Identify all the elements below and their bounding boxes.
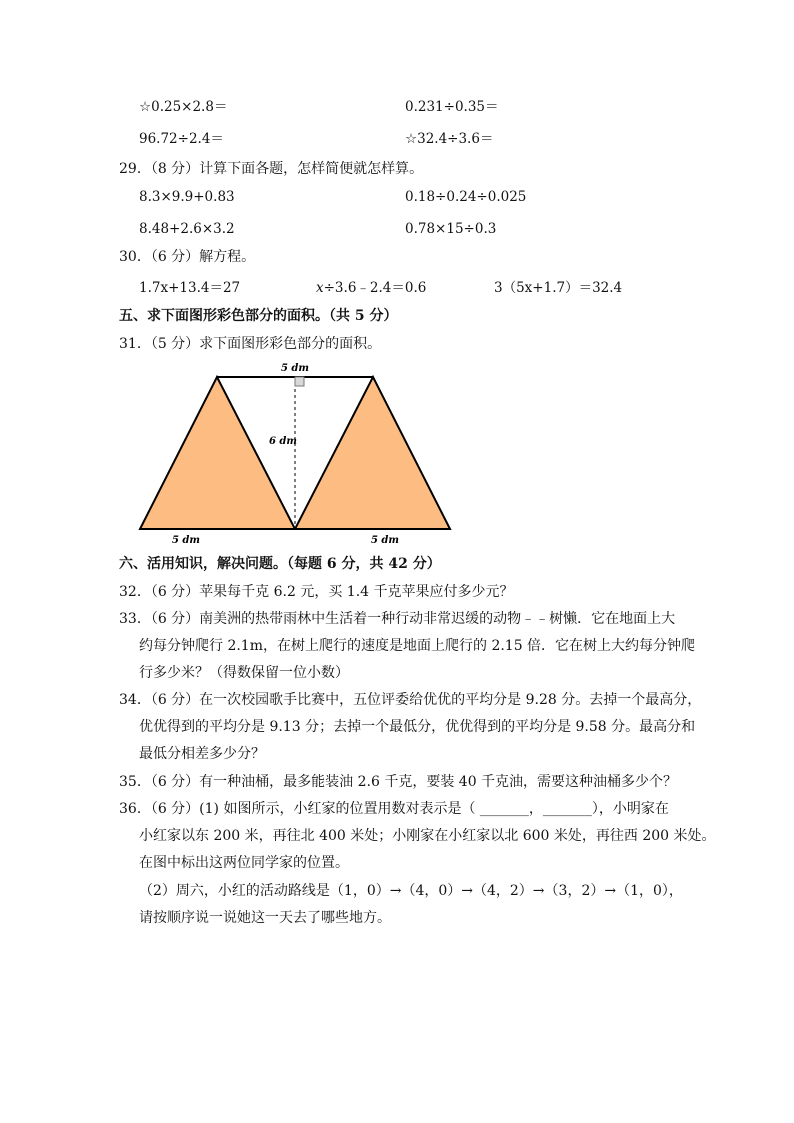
q29-item-1: 8.3×9.9+0.83 [139, 189, 235, 205]
section-6-heading: 六、活用知识，解决问题。（每题 6 分，共 42 分） [119, 556, 441, 572]
label-top: 5 dm [280, 363, 310, 374]
equation-2-variable: x [316, 280, 324, 296]
question-33-line-2: 约每分钟爬行 2.1m，在树上爬行的速度是地面上爬行的 2.15 倍．它在树上大约每分钟爬 [139, 638, 696, 654]
equation-2 [316, 279, 426, 297]
q29-item-3: 8.48+2.6×3.2 [139, 221, 235, 237]
question-36-line-2: 小红家以东 200 米，再往北 400 米处；小刚家在小红家以北 600 米处，再往西 200 米处。 [139, 828, 716, 844]
calc-row-1-right: 0.231÷0.35＝ [405, 99, 499, 115]
question-34-line-3: 最低分相差多少分？ [139, 746, 265, 762]
question-32: 32．（6 分）苹果每千克 6.2 元，买 1.4 千克苹果应付多少元？ [119, 584, 514, 600]
question-31: 31．（5 分）求下面图形彩色部分的面积。 [119, 336, 382, 352]
section-5-heading: 五、求下面图形彩色部分的面积。（共 5 分） [119, 308, 398, 324]
calc-row-2-right: ☆32.4÷3.6＝ [405, 131, 494, 147]
question-35: 35．（6 分）有一种油桶，最多能装油 2.6 千克，要装 40 千克油，需要这种油桶多少个？ [119, 774, 678, 790]
shaded-triangle-left [140, 377, 298, 529]
question-36-line-5: 请按顺序说一说她这一天去了哪些地方。 [139, 910, 391, 926]
shaded-triangle-right [295, 377, 450, 529]
calc-row-2-left: 96.72÷2.4＝ [139, 131, 224, 147]
label-height: 6 dm [268, 436, 298, 447]
question-36-line-3: 在图中标出这两位同学家的位置。 [139, 855, 349, 871]
equation-1: 1.7x+13.4＝27 [139, 280, 241, 296]
question-36-line-1: 36．（6 分）(1) 如图所示，小红家的位置用数对表示是（ _______，_______），小明家在 [119, 801, 669, 817]
equation-3: 3（5x+1.7）＝32.4 [494, 280, 623, 296]
q29-item-2: 0.18÷0.24÷0.025 [405, 189, 527, 205]
label-bottom-left: 5 dm [171, 535, 201, 546]
question-30: 30．（6 分）解方程。 [119, 249, 256, 265]
question-34-line-2: 优优得到的平均分是 9.13 分；去掉一个最低分，优优得到的平均分是 9.58 分。最高分和 [139, 719, 696, 735]
q29-item-4: 0.78×15÷0.3 [405, 221, 497, 237]
question-33-line-3: 行多少米？（得数保留一位小数） [139, 665, 349, 681]
area-figure [130, 358, 460, 550]
calc-row-1-left: ☆0.25×2.8＝ [139, 99, 228, 115]
label-bottom-right: 5 dm [370, 535, 400, 546]
question-34-line-1: 34．（6 分）在一次校园歌手比赛中，五位评委给优优的平均分是 9.28 分。去掉一个最高分， [119, 692, 702, 708]
question-36-line-4: （2）周六，小红的活动路线是（1，0）→（4，0）→（4，2）→（3，2）→（1，0）， [139, 883, 683, 899]
right-angle-marker [295, 377, 304, 386]
question-29: 29．（8 分）计算下面各题，怎样简便就怎样算。 [119, 161, 424, 177]
equation-2-rest: ÷3.6﹣2.4＝0.6 [323, 280, 427, 296]
question-33-line-1: 33．（6 分）南美洲的热带雨林中生活着一种行动非常迟缓的动物﹣﹣树懒．它在地面上大 [119, 611, 676, 627]
